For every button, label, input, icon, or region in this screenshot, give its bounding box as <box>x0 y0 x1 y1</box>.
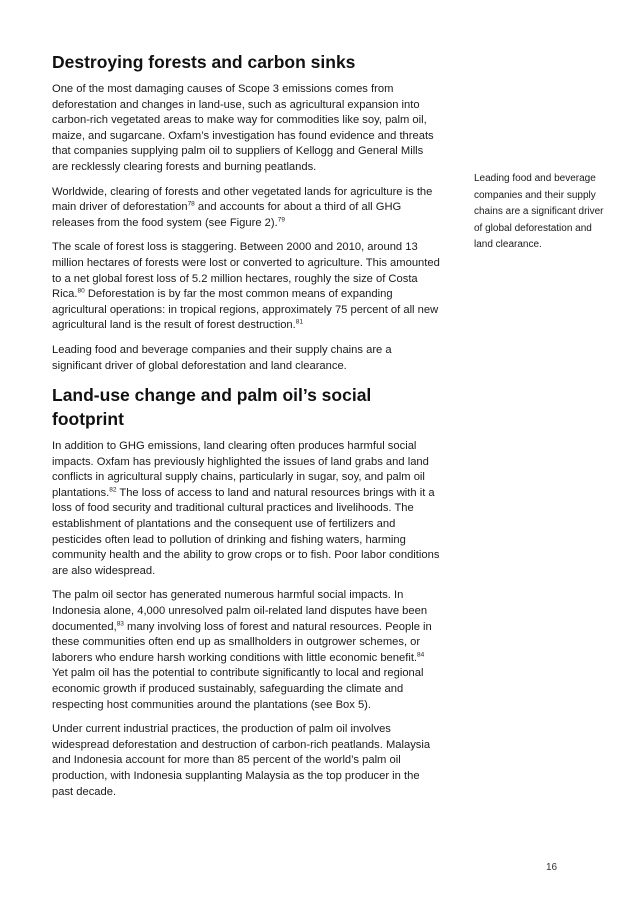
section-heading-land-use: Land-use change and palm oil’s social footprint <box>52 385 372 430</box>
paragraph-industrial-practices: Under current industrial practices, the production of palm oil involves widespread deforestation and destruction of carbon-rich peatlands. Malaysia and Indonesia account for more than 85 percent of the world’s palm oil production, with Indonesia supplanting Malaysia as the top producer in the past decade. <box>52 723 431 798</box>
paragraph-text: In addition to GHG emissions, land clearing often produces harmful social impacts. Oxfam has previously highlighted the issues of land grabs and land conflicts in agricultural supply chains, particularly in sugar, soy, and palm oil plantations. <box>52 440 429 499</box>
paragraph-text: Worldwide, clearing of forests and other vegetated lands for agriculture is the main driver of deforestation <box>52 185 433 214</box>
footnote-ref: 79 <box>277 216 285 224</box>
footnote-ref: 81 <box>295 318 303 326</box>
paragraph-text: and accounts for about a third of all GHG releases from the food system (see Figure 2). <box>52 201 402 229</box>
footnote-ref: 82 <box>109 486 117 494</box>
footnote-ref: 80 <box>77 287 85 295</box>
sidebar-pullquote: Leading food and beverage companies and their supply chains are a significant driver of global deforestation and land clearance. <box>474 173 604 250</box>
footnote-ref: 83 <box>116 619 124 627</box>
paragraph-scope3: One of the most damaging causes of Scope 3 emissions comes from deforestation and changes in land-use, such as agricultural expansion into carbon-rich vegetated areas to make way for commodities like soy, palm oil, maize, and sugarcane. Oxfam’s investigation has found evidence and threats that companies supplying palm oil to suppliers of Kellogg and General Mills are recklessly clearing forests and burning peatlands. <box>52 83 434 173</box>
page-number: 16 <box>546 862 558 873</box>
main-column <box>52 50 442 809</box>
paragraph-text: Deforestation is by far the most common means of expanding agricultural operations: in tropical regions, approximately 75 percent of all new agricultural land is the result of forest destruction. <box>52 288 439 332</box>
section-heading-forests: Destroying forests and carbon sinks <box>52 52 356 72</box>
paragraph-text: The palm oil sector has generated numerous harmful social impacts. In Indonesia alone, 4,000 unresolved palm oil-related land disputes have been documented, <box>52 589 428 633</box>
paragraph-text: many involving loss of forest and natural resources. People in these communities often end up as smallholders in outgrower schemes, or laborers who endure harsh working conditions with little economic benefit. <box>52 620 432 664</box>
paragraph-scale <box>52 240 442 334</box>
paragraph-text: Yet palm oil has the potential to contribute significantly to local and regional economic growth if produced sustainably, safeguarding the climate and respecting host communities around the plantations (see Box 5). <box>52 667 424 711</box>
paragraph-worldwide <box>52 185 442 232</box>
paragraph-text: The scale of forest loss is staggering. Between 2000 and 2010, around 13 million hectares of forests were lost or converted to agriculture. This amounted to a net global forest loss of 5.2 million hectares, roughly the size of Costa Rica. <box>52 241 440 301</box>
paragraph-palm-oil-sector <box>52 588 442 713</box>
paragraph-text: The loss of access to land and natural resources brings with it a loss of food security and traditional cultural practices and livelihoods. The establishment of plantations and the consequent use of fertilizers and pesticides often lead to pollution of drinking and fishing waters, harming community health and the ability to grow crops or to fish. Poor labor conditions are also widespread. <box>52 486 440 577</box>
footnote-ref: 78 <box>187 200 195 208</box>
footnote-ref: 84 <box>417 651 425 659</box>
paragraph-ghg-social <box>52 439 442 579</box>
paragraph-leading-companies: Leading food and beverage companies and their supply chains are a significant driver of global deforestation and land clearance. <box>52 343 392 372</box>
